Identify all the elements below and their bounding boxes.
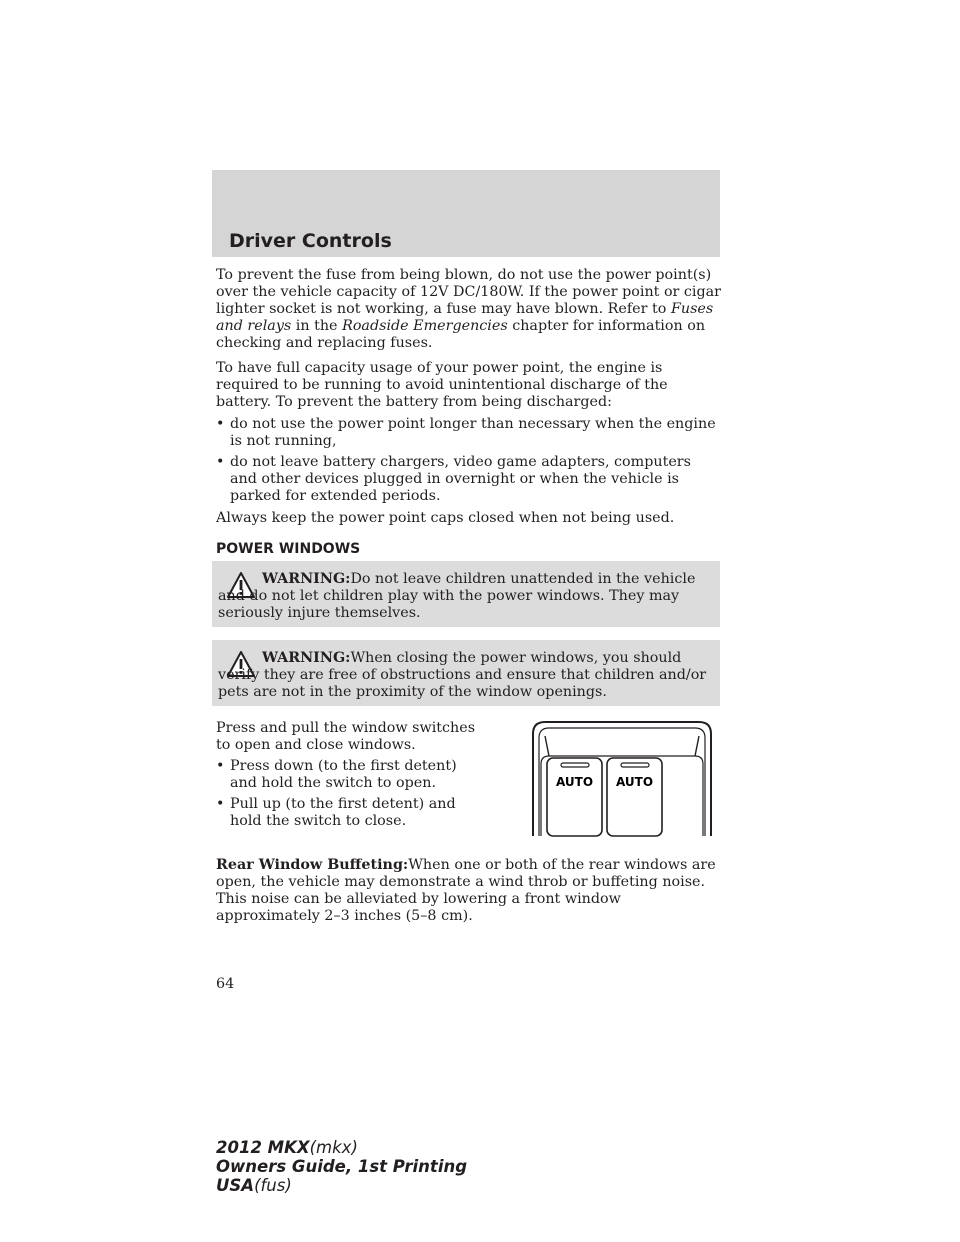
warning-box-1 bbox=[212, 561, 720, 627]
warning-text bbox=[218, 571, 713, 622]
page-number: 64 bbox=[216, 976, 235, 992]
footer-model: 2012 MKX bbox=[216, 1138, 310, 1157]
list-item: • Pull up (to the first detent) and hold the switch to close. bbox=[216, 796, 456, 829]
list-item: • do not use the power point longer than necessary when the engine is not running, bbox=[216, 416, 716, 449]
intro-paragraph-3 bbox=[216, 510, 722, 527]
window-switch-illustration bbox=[527, 720, 717, 838]
buffeting-text: When one or both of the rear windows are open, the vehicle may demonstrate a wind throb or buffeting noise. This noise can be alleviated by lowering a front window approximately 2–3 inches (5–8 cm). bbox=[216, 857, 716, 924]
intro-text: chapter for information on checking and replacing fuses. bbox=[216, 318, 706, 351]
windows-intro bbox=[216, 720, 486, 754]
footer-model-code: (mkx) bbox=[309, 1138, 358, 1157]
windows-bullet-2 bbox=[216, 796, 486, 830]
footer-edition: Owners Guide, 1st Printing bbox=[216, 1157, 468, 1176]
rear-window-buffeting bbox=[216, 857, 722, 925]
page-title: Driver Controls bbox=[229, 230, 392, 252]
footer-market: USA bbox=[216, 1176, 255, 1195]
list-item: • do not leave battery chargers, video game adapters, computers and other devices plugged in overnight or when the vehicle is parked for extended periods. bbox=[216, 454, 691, 504]
warning-body: When closing the power windows, you should verify they are free of obstructions and ensure that children and/or pets are not in the proximity of the window openings. bbox=[218, 650, 707, 700]
document-footer bbox=[216, 1138, 467, 1195]
intro-text: To have full capacity usage of your power point, the engine is required to be running to avoid unintentional discharge of the battery. To prevent the battery from being discharged: bbox=[216, 360, 668, 410]
buffeting-label: Rear Window Buffeting: bbox=[216, 857, 409, 873]
section-title: POWER WINDOWS bbox=[216, 541, 361, 557]
bullet-text: Pull up (to the first detent) and hold the switch to close. bbox=[230, 796, 456, 829]
footer-market-code: (fus) bbox=[254, 1176, 292, 1195]
roadside-emergencies-reference: Roadside Emergencies bbox=[342, 318, 508, 334]
warning-text bbox=[218, 650, 713, 701]
intro-text: in the bbox=[291, 318, 343, 334]
warning-label: WARNING: bbox=[262, 650, 351, 666]
windows-bullet-1 bbox=[216, 758, 486, 792]
bullet-text: do not leave battery chargers, video game adapters, computers and other devices plugged in overnight or when the vehicle is parked for extended periods. bbox=[230, 454, 691, 504]
intro-paragraph-2 bbox=[216, 360, 722, 411]
warning-body: Do not leave children unattended in the vehicle and do not let children play with the power windows. They may seriously injure themselves. bbox=[218, 571, 696, 621]
bullet-text: Press down (to the first detent) and hold the switch to open. bbox=[230, 758, 457, 791]
warning-box-2 bbox=[212, 640, 720, 706]
auto-label-left: AUTO bbox=[555, 775, 594, 789]
list-item: • Press down (to the first detent) and hold the switch to open. bbox=[216, 758, 457, 791]
windows-intro-text: Press and pull the window switches to open and close windows. bbox=[216, 720, 476, 753]
warning-label: WARNING: bbox=[262, 571, 351, 587]
power-point-bullets bbox=[216, 416, 722, 450]
power-point-bullets-2 bbox=[216, 454, 722, 505]
fuses-and-relays-reference: Fuses and relays bbox=[216, 301, 714, 334]
auto-label-right: AUTO bbox=[615, 775, 654, 789]
bullet-text: do not use the power point longer than necessary when the engine is not running, bbox=[230, 416, 716, 449]
intro-paragraph-1 bbox=[216, 267, 722, 352]
intro-text: Always keep the power point caps closed when not being used. bbox=[216, 510, 675, 526]
intro-text: To prevent the fuse from being blown, do not use the power point(s) over the vehicle capacity of 12V DC/180W. If the power point or cigar lighter socket is not working, a fuse may have blown. Refer to bbox=[216, 267, 722, 317]
section-header-band bbox=[212, 170, 720, 257]
